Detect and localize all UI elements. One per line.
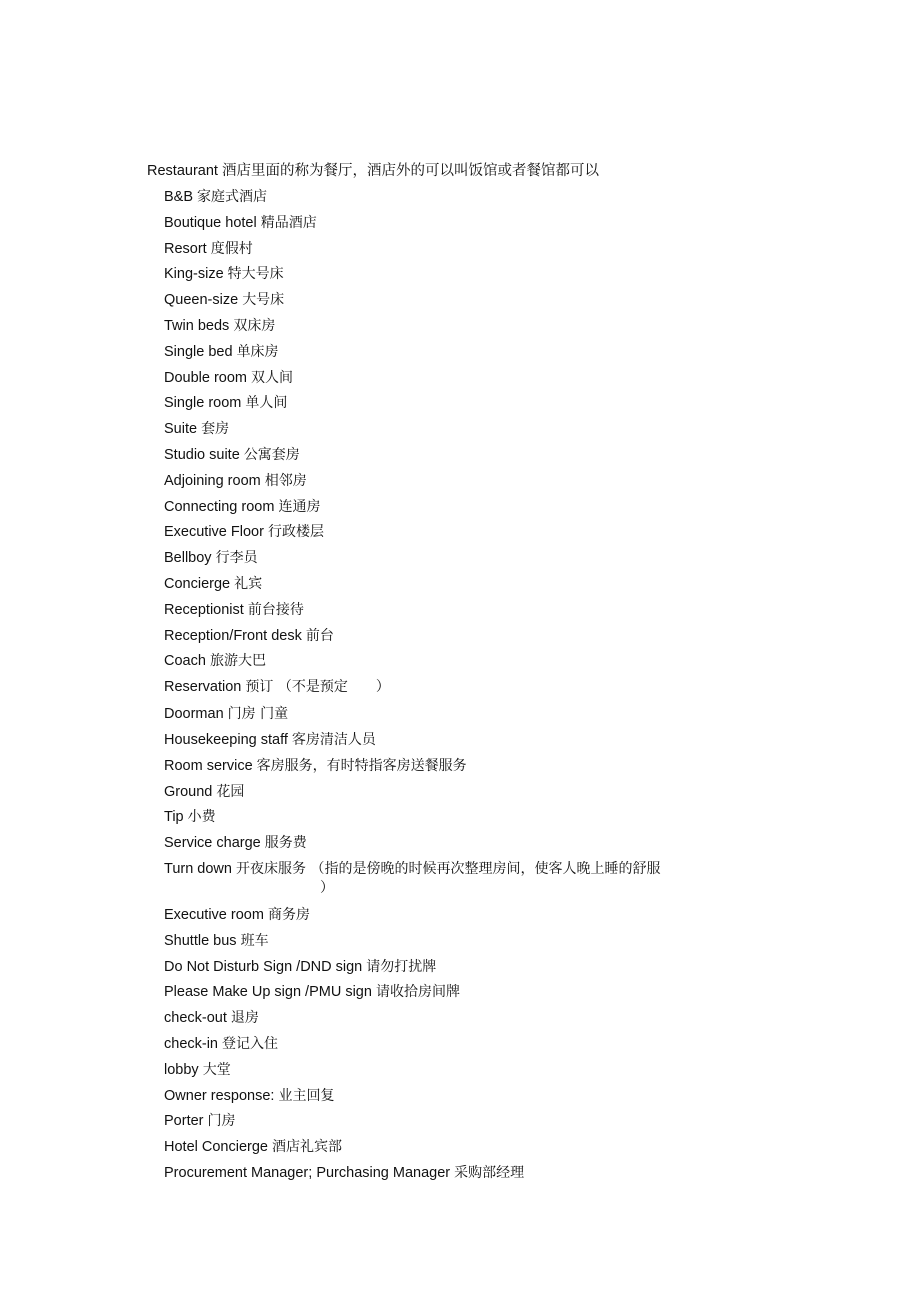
lead-translation: 酒店里面的称为餐厅，酒店外的可以叫饭馆或者餐馆都可以 xyxy=(221,163,599,179)
entry-term: Coach xyxy=(164,653,206,670)
entry-translation: 精品酒店 xyxy=(260,214,317,231)
glossary-entry xyxy=(164,264,724,284)
entry-translation: 退房 xyxy=(230,1010,259,1027)
entry-translation: 前台 xyxy=(305,627,334,644)
entry-translation: 单床房 xyxy=(236,343,279,360)
entry-translation: 客房服务，有时特指客房送餐服务 xyxy=(256,757,467,774)
entry-translation: 公寓套房 xyxy=(243,446,300,463)
entry-translation: 相邻房 xyxy=(264,472,307,489)
entry-term: Procurement Manager; Purchasing Manager xyxy=(164,1164,451,1181)
entry-translation: 请收拾房间牌 xyxy=(375,984,460,1001)
entry-translation: 客房清洁人员 xyxy=(291,731,376,748)
entry-term: Executive Floor xyxy=(164,524,264,541)
glossary-entry xyxy=(164,1034,724,1054)
entry-translation: 门房 xyxy=(207,1113,236,1130)
entry-term: Boutique hotel xyxy=(164,214,257,231)
entry-term: Executive room xyxy=(164,906,264,923)
entry-term: check-out xyxy=(164,1010,227,1027)
glossary-entry xyxy=(164,756,724,776)
glossary-entry xyxy=(164,1137,724,1157)
entry-term: King-size xyxy=(164,266,224,283)
entry-translation: 套房 xyxy=(201,421,230,438)
entry-translation: 班车 xyxy=(240,932,269,949)
entry-translation: 单人间 xyxy=(245,395,288,412)
entry-term: Suite xyxy=(164,421,198,438)
glossary-entry xyxy=(164,626,724,646)
entry-term: Single room xyxy=(164,395,242,412)
glossary-entry xyxy=(164,782,724,802)
glossary-entry xyxy=(164,957,724,977)
glossary-entry xyxy=(164,651,724,671)
entry-translation: 礼宾 xyxy=(234,575,263,592)
glossary-entry xyxy=(164,730,724,750)
entry-term: Studio suite xyxy=(164,446,240,463)
entry-term: Room service xyxy=(164,757,253,774)
glossary-entry xyxy=(164,1086,724,1106)
entry-term: Turn down xyxy=(164,860,232,877)
entry-term: B&B xyxy=(164,189,194,205)
entry-translation: 花园 xyxy=(216,783,245,800)
entry-translation: 业主回复 xyxy=(278,1087,335,1104)
entry-translation: 开夜床服务 （指的是傍晚的时候再次整理房间，使客人晚上睡的舒服 xyxy=(236,860,661,877)
entry-term: Twin beds xyxy=(164,317,230,334)
glossary-entry xyxy=(164,368,724,388)
entry-translation: 小费 xyxy=(187,809,216,826)
entry-translation: 预订 （不是预定 ） xyxy=(245,679,390,696)
entry-term: Connecting room xyxy=(164,498,275,515)
entry-translation: 前台接待 xyxy=(247,601,304,618)
glossary-entry xyxy=(164,704,724,724)
entry-term: Doorman xyxy=(164,706,224,723)
glossary-entry xyxy=(164,677,724,697)
entry-translation: 双人间 xyxy=(251,369,294,386)
entry-term: Concierge xyxy=(164,575,231,592)
entry-term: Double room xyxy=(164,369,248,386)
entry-term: Queen-size xyxy=(164,292,239,309)
entry-term: check-in xyxy=(164,1035,218,1052)
glossary-entry xyxy=(164,445,724,465)
entry-term: Bellboy xyxy=(164,550,212,567)
glossary-entry xyxy=(164,905,724,925)
entry-term: Shuttle bus xyxy=(164,932,237,949)
glossary-entry xyxy=(164,187,724,207)
glossary-entry xyxy=(164,982,724,1002)
entry-term: Hotel Concierge xyxy=(164,1139,268,1156)
lead-entry xyxy=(147,161,599,181)
glossary-entry xyxy=(164,213,724,233)
entry-translation: 门房 门童 xyxy=(227,706,289,723)
entry-translation: 酒店礼宾部 xyxy=(272,1139,343,1156)
entry-term: Reception/Front desk xyxy=(164,627,302,644)
glossary-entry xyxy=(164,290,724,310)
glossary-entry xyxy=(164,600,724,620)
entry-translation: 旅游大巴 xyxy=(209,653,266,670)
entry-translation: 请勿打扰牌 xyxy=(366,958,437,975)
glossary-entry xyxy=(164,471,724,491)
glossary-list xyxy=(164,187,724,1189)
lead-term: Restaurant xyxy=(147,163,218,179)
entry-translation-continuation: ） xyxy=(320,879,334,896)
entry-term: Please Make Up sign /PMU sign xyxy=(164,984,372,1001)
entry-term: lobby xyxy=(164,1061,199,1078)
entry-term: Single bed xyxy=(164,343,233,360)
entry-translation: 度假村 xyxy=(210,240,253,257)
entry-translation: 特大号床 xyxy=(227,266,284,283)
entry-term: Owner response: xyxy=(164,1087,275,1104)
entry-translation: 家庭式酒店 xyxy=(197,189,268,205)
entry-term: Adjoining room xyxy=(164,472,261,489)
glossary-entry xyxy=(164,393,724,413)
entry-term: Ground xyxy=(164,783,213,800)
entry-translation: 大号床 xyxy=(242,292,285,309)
entry-translation: 服务费 xyxy=(264,835,307,852)
glossary-entry xyxy=(164,1111,724,1131)
glossary-entry xyxy=(164,931,724,951)
glossary-entry xyxy=(164,807,724,827)
entry-translation: 行政楼层 xyxy=(267,524,324,541)
glossary-entry xyxy=(164,1060,724,1080)
entry-translation: 连通房 xyxy=(278,498,321,515)
entry-translation: 商务房 xyxy=(267,906,310,923)
entry-term: Do Not Disturb Sign /DND sign xyxy=(164,958,363,975)
entry-term: Tip xyxy=(164,809,184,826)
glossary-entry xyxy=(164,497,724,517)
glossary-entry xyxy=(164,316,724,336)
entry-translation: 大堂 xyxy=(202,1061,231,1078)
entry-translation: 登记入住 xyxy=(222,1035,279,1052)
glossary-entry xyxy=(164,548,724,568)
entry-term: Service charge xyxy=(164,835,261,852)
glossary-entry xyxy=(164,239,724,259)
entry-term: Housekeeping staff xyxy=(164,731,288,748)
entry-term: Receptionist xyxy=(164,601,244,618)
glossary-entry xyxy=(164,1163,724,1183)
entry-term: Resort xyxy=(164,240,207,257)
glossary-entry xyxy=(164,833,724,853)
glossary-entry xyxy=(164,1008,724,1028)
glossary-entry xyxy=(164,342,724,362)
entry-term: Porter xyxy=(164,1113,204,1130)
glossary-entry xyxy=(164,574,724,594)
entry-translation: 行李员 xyxy=(215,550,258,567)
entry-term: Reservation xyxy=(164,679,242,696)
glossary-entry xyxy=(164,522,724,542)
glossary-entry xyxy=(164,419,724,439)
entry-translation: 采购部经理 xyxy=(454,1164,525,1181)
entry-translation: 双床房 xyxy=(233,317,276,334)
glossary-entry xyxy=(164,859,709,897)
